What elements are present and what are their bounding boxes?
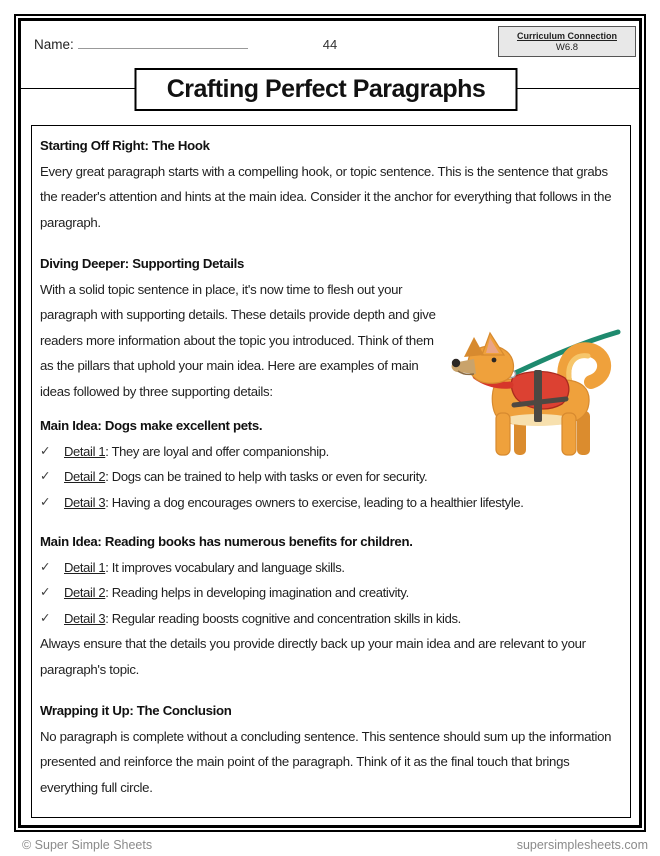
page-border [14,14,646,832]
conclusion-heading: Wrapping it Up: The Conclusion [40,703,232,718]
check-icon: ✓ [40,610,51,625]
detail-label: Detail 3 [64,610,106,626]
section-hook [40,133,622,235]
detail-label: Detail 1 [64,443,106,459]
service-dog-image [450,329,622,457]
page-footer [22,838,648,852]
supporting-heading: Diving Deeper: Supporting Details [40,256,245,271]
section-conclusion [40,698,622,800]
detail-text: Detail 2: Dogs can be trained to help with tasks or even for security. [64,469,428,484]
example-reading-list [40,555,622,632]
page-number: 44 [322,37,338,52]
hook-body: Every great paragraph starts with a compelling hook, or topic sentence. This is the sentence that grabs the reader's attention and hints at the main idea. Consider it the anchor for everything that follows in the paragraph. [40,163,612,230]
page-title-box [135,68,518,111]
detail-label: Detail 3 [64,494,106,510]
detail-text: Detail 3: Regular reading boosts cognitive and concentration skills in kids. [64,610,461,626]
page-border-inner [18,18,642,828]
content-box [31,125,631,818]
section-example-reading [40,529,622,631]
list-item [40,606,622,632]
example-dogs-heading: Main Idea: Dogs make excellent pets. [40,418,263,433]
name-label: Name: [34,37,74,52]
copyright-text: © Super Simple Sheets [22,838,153,852]
hook-heading: Starting Off Right: The Hook [40,138,210,153]
list-item [40,490,622,516]
detail-text: Detail 2: Reading helps in developing imagination and creativity. [64,585,409,600]
detail-text: Detail 3: Having a dog encourages owners to exercise, leading to a healthier lifestyle. [64,494,524,510]
detail-label: Detail 2 [64,585,106,600]
list-item [40,464,622,490]
detail-text: Detail 1: They are loyal and offer companionship. [64,443,329,459]
check-icon: ✓ [40,494,51,509]
check-icon: ✓ [40,469,51,483]
list-item [40,439,442,465]
reminder-paragraph: Always ensure that the details you provide directly back up your main idea and are relevant to your paragraph's topic. [40,636,586,677]
check-icon: ✓ [40,443,51,458]
check-icon: ✓ [40,559,51,574]
badge-code: W6.8 [555,42,579,53]
list-item [40,555,622,581]
badge-title: Curriculum Connection [516,31,617,41]
check-icon: ✓ [40,585,51,599]
detail-label: Detail 2 [64,469,106,484]
example-reading-heading: Main Idea: Reading books has numerous benefits for children. [40,534,413,549]
section-supporting-details [40,251,622,404]
supporting-body: With a solid topic sentence in place, it's now time to flesh out your paragraph with supporting details. These details provide depth and give readers more information about the topic you introduced. Think of them as the pillars that uphold your main idea. Here are examples of main ideas followed by three supporting details: [40,281,436,399]
curriculum-connection-badge [498,26,636,57]
detail-label: Detail 1 [64,559,106,575]
detail-text: Detail 1: It improves vocabulary and language skills. [64,559,345,575]
list-item [40,580,622,606]
page-title: Crafting Perfect Paragraphs [166,75,486,103]
website-text: supersimplesheets.com [516,838,648,852]
conclusion-body: No paragraph is complete without a concluding sentence. This sentence should sum up the information presented and reinforce the main point of the paragraph. Think of it as the final touch that brings everything full circle. [40,728,612,795]
